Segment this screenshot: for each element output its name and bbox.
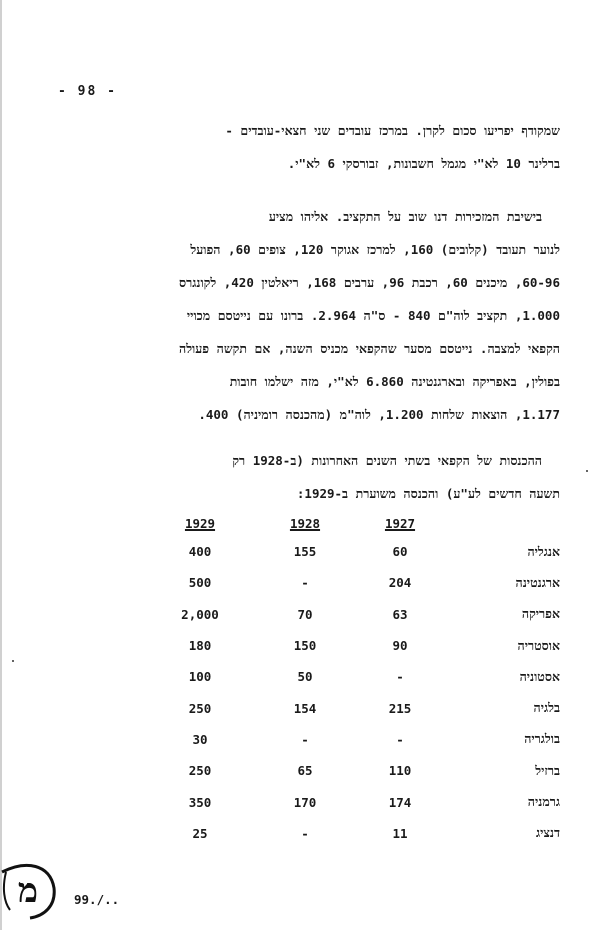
country-name: ברזיל <box>535 762 560 778</box>
income-table <box>160 510 560 849</box>
table-row <box>160 786 560 817</box>
value-1929: 400 <box>188 544 212 560</box>
table-row <box>160 755 560 786</box>
country-name: בלגיה <box>533 700 560 716</box>
stamp-mark <box>0 858 64 920</box>
value-1929: 25 <box>192 825 208 841</box>
table-row <box>160 818 560 849</box>
table-row <box>160 630 560 661</box>
paragraph-line: בישיבת המזכירות דנו שוב על התקציב. אליהו מציע <box>268 209 542 224</box>
paragraph-line: בפולין, באפריקה ובארגנטינה 6.860 לא"י, מזה ישלמו חובות <box>229 374 560 389</box>
page-number: - 98 - <box>58 84 117 99</box>
value-1928: 155 <box>293 544 317 560</box>
table-row <box>160 661 560 692</box>
value-1927: 63 <box>392 606 408 622</box>
value-1929: 30 <box>192 731 208 747</box>
value-1928: - <box>301 731 309 747</box>
country-name: אפריקה <box>521 606 560 622</box>
value-1927: - <box>396 669 404 685</box>
value-1929: 100 <box>188 669 212 685</box>
value-1929: 250 <box>188 700 212 716</box>
paragraph-line: תשעה חדשים לע"ע) והכנסה משוערת ב-1929: <box>296 486 560 501</box>
scan-speck <box>12 660 14 662</box>
value-1928: 150 <box>293 638 317 654</box>
header-1929: 1929 <box>184 515 216 531</box>
country-name: גרמניה <box>527 794 560 810</box>
country-name: בולגריה <box>524 731 560 747</box>
paragraph-line: שמקודף יפריעו סכום לקרן. במרכז עובדים שני חצאי-עובדים - <box>225 123 560 138</box>
value-1929: 350 <box>188 794 212 810</box>
paragraph-1 <box>225 114 560 180</box>
value-1927: 174 <box>388 794 412 810</box>
value-1928: 70 <box>297 606 313 622</box>
value-1927: 90 <box>392 638 408 654</box>
country-name: אנגליה <box>527 543 560 559</box>
value-1927: 11 <box>392 825 408 841</box>
table-row <box>160 536 560 567</box>
table-row <box>160 724 560 755</box>
page-edge <box>0 0 2 930</box>
value-1929: 180 <box>188 638 212 654</box>
table-body <box>160 536 560 849</box>
scan-speck <box>586 470 588 472</box>
value-1927: 60 <box>392 544 408 560</box>
value-1927: 215 <box>388 700 412 716</box>
paragraph-line: 1.000, תקציב לוה"ם 840 - ס"ה 2.964. ברונו עם נייטסם מכויי <box>186 308 560 323</box>
table-row <box>160 567 560 598</box>
value-1929: 500 <box>188 575 212 591</box>
table-header-row <box>160 510 560 536</box>
stamp-letter: מ <box>17 871 39 911</box>
paragraph-line: ברלינר 10 לא"י מגמל חשבונות, זבורסקי 6 לא"י. <box>287 156 560 171</box>
table-row <box>160 692 560 723</box>
value-1928: 170 <box>293 794 317 810</box>
value-1927: 110 <box>388 763 412 779</box>
value-1927: 204 <box>388 575 412 591</box>
value-1927: - <box>396 731 404 747</box>
value-1929: 250 <box>188 763 212 779</box>
header-1927: 1927 <box>384 515 416 531</box>
paragraph-line: לנוער תעובד (קלובים) 160, למרכז אגוקר 120, צופים 60, הפועל <box>190 242 560 257</box>
paragraph-2 <box>179 200 560 431</box>
value-1929: 2,000 <box>181 606 219 622</box>
country-name: אסטוניה <box>519 668 560 684</box>
paragraph-line: 1.177, הוצאות שלחות 1.200, לוה"מ (מהכנסה רומיניה) 400. <box>198 407 560 422</box>
country-name: אוסטריה <box>517 637 560 653</box>
country-name: דנציג <box>535 825 560 841</box>
paragraph-line: 60-96, מיכנים 60, רכבת 96, ערבים 168, ריאלטין 420, לקונגרס <box>179 275 560 290</box>
value-1928: 154 <box>293 700 317 716</box>
paragraph-3 <box>232 444 560 510</box>
value-1928: - <box>301 575 309 591</box>
paragraph-line: הקפאי למצבה. נייטסם מסער שהקפאי מכניס השנה, אם תקשה פעולה <box>179 341 560 356</box>
header-1928: 1928 <box>289 515 321 531</box>
value-1928: 65 <box>297 763 313 779</box>
table-row <box>160 599 560 630</box>
country-name: ארגנטינה <box>515 574 560 590</box>
footer-reference: 99./.. <box>74 892 120 907</box>
value-1928: 50 <box>297 669 313 685</box>
paragraph-line: ההכנסות של הקפאי בשתי השנים האחרונות (ב-1928 רק <box>232 453 542 468</box>
value-1928: - <box>301 825 309 841</box>
